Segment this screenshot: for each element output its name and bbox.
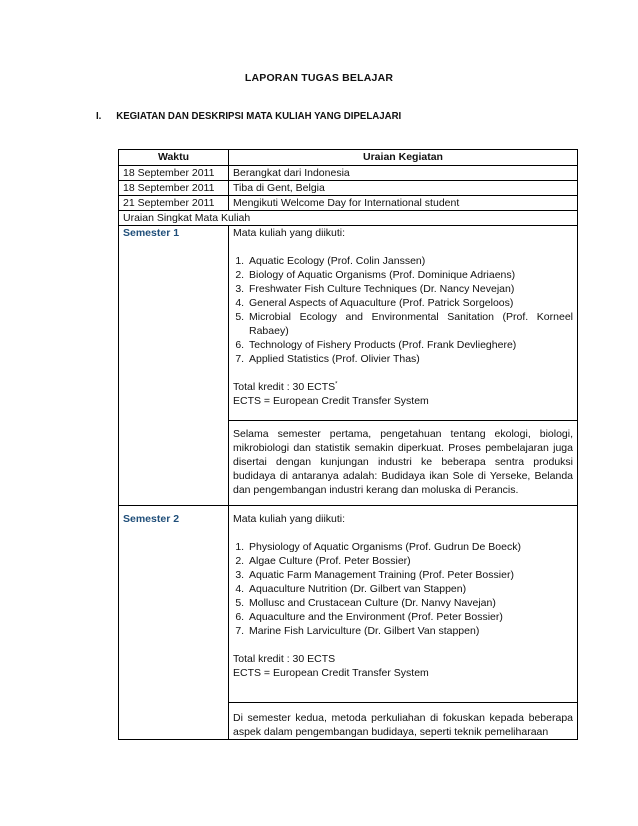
uraian-singkat-row: [119, 211, 578, 226]
table-header-row: [119, 150, 578, 166]
list-item: 5. Mollusc and Crustacean Culture (Dr. Nanvy Navejan): [247, 596, 573, 610]
list-item: 3. Freshwater Fish Culture Techniques (Dr. Nancy Nevejan): [247, 282, 573, 296]
header-uraian: Uraian Kegiatan: [229, 150, 578, 166]
list-item: 1. Physiology of Aquatic Organisms (Prof. Gudrun De Boeck): [247, 540, 573, 554]
list-item: 2. Algae Culture (Prof. Peter Bossier): [247, 554, 573, 568]
semester-2-label: Semester 2: [119, 506, 229, 740]
semester-2-content: [229, 506, 578, 740]
list-item: 4. General Aspects of Aquaculture (Prof. Patrick Sorgeloos): [247, 296, 573, 310]
list-item: 6. Technology of Fishery Products (Prof. Frank Devlieghere): [247, 338, 573, 352]
semester-1-row: [119, 226, 578, 506]
row-activity: Tiba di Gent, Belgia: [229, 181, 578, 196]
semester-1-credit: Total kredit : 30 ECTS*: [233, 381, 338, 393]
list-item: 5. Microbial Ecology and Environmental Sanitation (Prof. Korneel Rabaey): [247, 310, 573, 338]
semester-1-ects: ECTS = European Credit Transfer System: [233, 395, 429, 407]
row-activity: Berangkat dari Indonesia: [229, 166, 578, 181]
row-date: 18 September 2011: [119, 181, 229, 196]
semester-1-label: Semester 1: [119, 226, 229, 506]
list-item: 3. Aquatic Farm Management Training (Prof. Peter Bossier): [247, 568, 573, 582]
semester-2-row: [119, 506, 578, 740]
semester-2-intro: Mata kuliah yang diikuti:: [233, 513, 346, 525]
list-item: 7. Applied Statistics (Prof. Olivier Thas): [247, 352, 573, 366]
uraian-singkat-label: Uraian Singkat Mata Kuliah: [119, 211, 578, 226]
semester-1-description: Selama semester pertama, pengetahuan tentang ekologi, biologi, mikrobiologi dan statistik semakin diperkuat. Proses pembelajaran juga disertai dengan kunjungan industri ke beberapa sentra produksi budidaya di antaranya adalah: Budidaya ikan Sole di Yerseke, Belanda dan pengembangan industri kerang dan moluska di Perancis.: [233, 428, 573, 496]
list-item: 7. Marine Fish Larviculture (Dr. Gilbert Van stappen): [247, 624, 573, 638]
credit-footnote-mark: *: [335, 381, 338, 388]
section-number: I.: [96, 110, 102, 122]
semester-2-course-list: [233, 540, 573, 638]
activity-table: [118, 149, 578, 740]
semester-2-description: Di semester kedua, metoda perkuliahan di fokuskan kepada beberapa aspek dalam pengembangan budidaya, seperti teknik pemeliharaan: [233, 712, 573, 738]
document-title: LAPORAN TUGAS BELAJAR: [244, 72, 394, 84]
table-row: [119, 196, 578, 211]
table-row: [119, 181, 578, 196]
semester-2-ects: ECTS = European Credit Transfer System: [233, 667, 429, 679]
semester-1-intro: Mata kuliah yang diikuti:: [233, 227, 346, 239]
table-row: [119, 166, 578, 181]
semester-1-content: [229, 226, 578, 506]
section-heading: [96, 110, 401, 122]
row-date: 21 September 2011: [119, 196, 229, 211]
list-item: 4. Aquaculture Nutrition (Dr. Gilbert van Stappen): [247, 582, 573, 596]
semester-2-credit: Total kredit : 30 ECTS: [233, 653, 336, 665]
list-item: 6. Aquaculture and the Environment (Prof. Peter Bossier): [247, 610, 573, 624]
section-title: KEGIATAN DAN DESKRIPSI MATA KULIAH YANG DIPELAJARI: [116, 110, 402, 122]
list-item: 1. Aquatic Ecology (Prof. Colin Janssen): [247, 254, 573, 268]
header-waktu: Waktu: [119, 150, 229, 166]
semester-1-course-list: [233, 254, 573, 366]
row-activity: Mengikuti Welcome Day for International student: [229, 196, 578, 211]
list-item: 2. Biology of Aquatic Organisms (Prof. Dominique Adriaens): [247, 268, 573, 282]
row-date: 18 September 2011: [119, 166, 229, 181]
